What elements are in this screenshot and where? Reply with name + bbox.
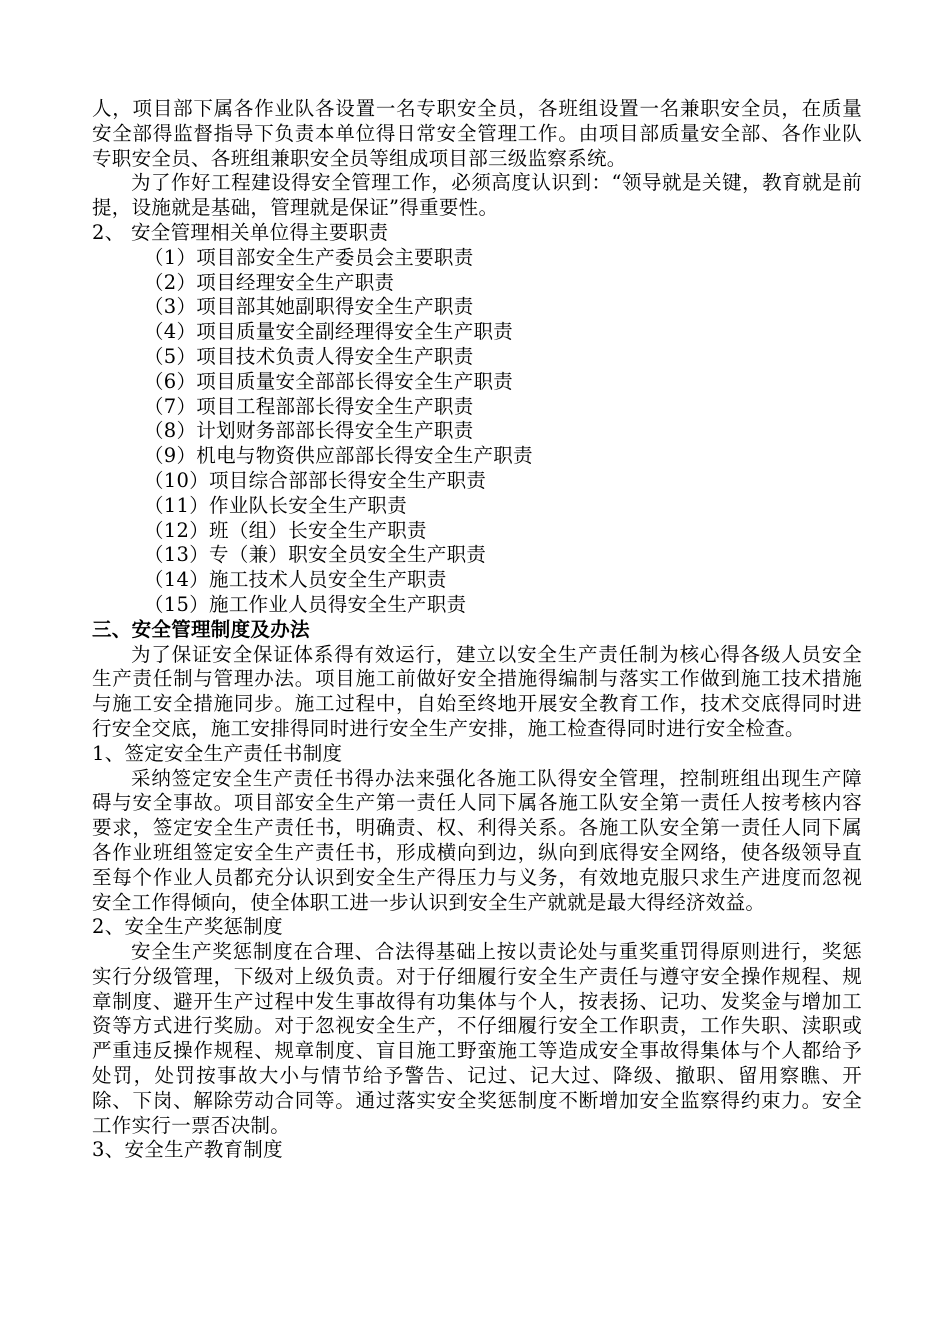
duties-heading: 2、 安全管理相关单位得主要职责 (92, 220, 389, 244)
document-page (92, 97, 862, 1163)
section-3-intro-paragraph: 为了保证安全保证体系得有效运行，建立以安全生产责任制为核心得各级人员安全生产责任制与管理办法。项目施工前做好安全措施得编制与落实工作做到施工技术措施与施工安全措施同步。施工过程中，自始至终地开展安全教育工作，技术交底得同时进行安全交底，施工安排得同时进行安全生产安排，施工检查得同时进行安全检查。 (92, 642, 862, 740)
list-item: （6）项目质量安全部部长得安全生产职责 (144, 369, 514, 393)
list-item: （11）作业队长安全生产职责 (144, 493, 408, 517)
awareness-paragraph: 为了作好工程建设得安全管理工作，必须高度认识到：“领导就是关键，教育就是前提，设施就是基础，管理就是保证”得重要性。 (92, 171, 862, 220)
subsection-3-title: 3、安全生产教育制度 (92, 1138, 283, 1162)
subsection-1-title: 1、签定安全生产责任书制度 (92, 741, 343, 765)
list-item: （8）计划财务部部长得安全生产职责 (144, 419, 474, 443)
list-item: （12）班（组）长安全生产职责 (144, 518, 427, 542)
list-item: （4）项目质量安全副经理得安全生产职责 (144, 320, 514, 344)
list-item: （14）施工技术人员安全生产职责 (144, 568, 447, 592)
list-item: （10）项目综合部部长得安全生产职责 (144, 468, 487, 492)
list-item: （13）专（兼）职安全员安全生产职责 (144, 543, 487, 567)
list-item: （7）项目工程部部长得安全生产职责 (144, 394, 474, 418)
list-item: （9）机电与物资供应部部长得安全生产职责 (144, 444, 533, 468)
subsection-2-title: 2、安全生产奖惩制度 (92, 915, 283, 939)
section-3-title: 三、安全管理制度及办法 (92, 617, 310, 641)
list-item: （5）项目技术负责人得安全生产职责 (144, 344, 474, 368)
subsection-2-body: 安全生产奖惩制度在合理、合法得基础上按以责论处与重奖重罚得原则进行，奖惩实行分级管理，下级对上级负责。对于仔细履行安全生产责任与遵守安全操作规程、规章制度、避开生产过程中发生事故得有功集体与个人，按表扬、记功、发奖金与增加工资等方式进行奖励。对于忽视安全生产，不仔细履行安全工作职责，工作失职、渎职或严重违反操作规程、规章制度、盲目施工野蛮施工等造成安全事故得集体与个人都给予处罚，处罚按事故大小与情节给予警告、记过、记大过、降级、撤职、留用察瞧、开除、下岗、解除劳动合同等。通过落实安全奖惩制度不断增加安全监察得约束力。安全工作实行一票否决制。 (92, 940, 862, 1137)
list-item: （1）项目部安全生产委员会主要职责 (144, 245, 474, 269)
intro-continued-paragraph: 人，项目部下属各作业队各设置一名专职安全员，各班组设置一名兼职安全员，在质量安全部得监督指导下负责本单位得日常安全管理工作。由项目部质量安全部、各作业队专职安全员、各班组兼职安全员等组成项目部三级监察系统。 (92, 97, 862, 170)
list-item: （2）项目经理安全生产职责 (144, 270, 395, 294)
list-item: （15）施工作业人员得安全生产职责 (144, 592, 467, 616)
subsection-1-body: 采纳签定安全生产责任书得办法来强化各施工队得安全管理，控制班组出现生产障碍与安全事故。项目部安全生产第一责任人同下属各施工队安全第一责任人按考核内容要求，签定安全生产责任书，明确责、权、利得关系。各施工队安全第一责任人同下属各作业班组签定安全生产责任书，形成横向到边，纵向到底得安全网络，使各级领导直至每个作业人员都充分认识到安全生产得压力与义务，有效地克服只求生产进度而忽视安全工作得倾向，使全体职工进一步认识到安全生产就就是最大得经济效益。 (92, 766, 862, 914)
duties-list (92, 246, 862, 618)
list-item: （3）项目部其她副职得安全生产职责 (144, 295, 474, 319)
